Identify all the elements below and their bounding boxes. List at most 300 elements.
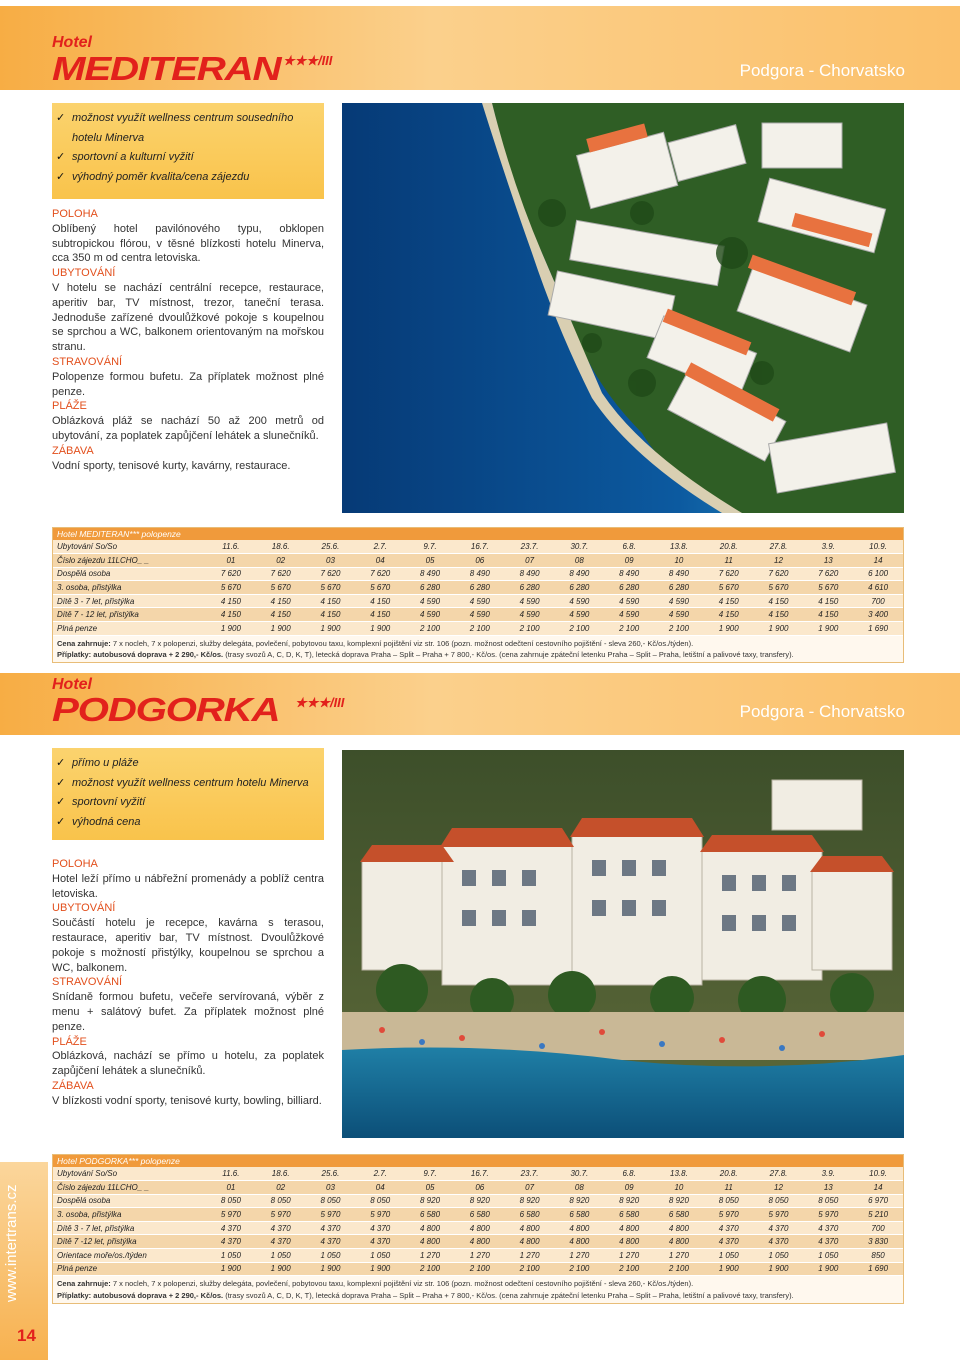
section-text: Polopenze formou bufetu. Za příplatek možnost plné penze. (52, 370, 324, 398)
hotel-photo-mediteran (342, 103, 904, 513)
table-cell: 5 670 (803, 581, 853, 595)
table-cell: 4 150 (256, 594, 306, 608)
table-cell: 10.9. (853, 1167, 903, 1181)
table-row (53, 608, 903, 622)
table-title: Hotel MEDITERAN*** polopenze (53, 528, 903, 540)
table-cell: 4 370 (206, 1235, 256, 1249)
table-cell: 1 900 (306, 622, 356, 636)
table-cell: 13.8. (654, 540, 704, 554)
table-cell: 8 050 (355, 1194, 405, 1208)
hotel-banner-mediteran (0, 6, 960, 90)
table-cell: 14 (853, 1181, 903, 1195)
table-cell: 4 150 (256, 608, 306, 622)
table-cell: 6 100 (853, 567, 903, 581)
table-cell: 5 670 (206, 581, 256, 595)
table-cell: 02 (256, 1181, 306, 1195)
table-cell: 8 920 (405, 1194, 455, 1208)
table-cell: 1 900 (355, 622, 405, 636)
aerial-photo (342, 103, 904, 513)
note-text: (trasy svozů A, C, D, K, T), letecká doprava Praha – Split – Praha + 7 800,- Kč/os. (cena zahrnuje zpáteční letenku Praha – Split – Praha, letištní a palivové taxy, transfery). (223, 1290, 794, 1300)
check-icon: ✓ (56, 757, 66, 769)
table-cell: 5 970 (803, 1208, 853, 1222)
table-cell: 4 150 (754, 594, 804, 608)
table-cell: 7 620 (754, 567, 804, 581)
table-cell: 6 280 (455, 581, 505, 595)
table-cell: 11.6. (206, 1167, 256, 1181)
table-cell: 27.8. (754, 1167, 804, 1181)
table-cell: 06 (455, 554, 505, 568)
row-label: Číslo zájezdu 11LCHO_ _ (53, 554, 206, 568)
check-icon: ✓ (56, 112, 66, 124)
table-cell: 4 590 (505, 594, 555, 608)
table-cell: 8 490 (405, 567, 455, 581)
section-text: Oblíbený hotel pavilónového typu, obklopen subtropickou flórou, v těsné blízkosti hotelu Minerva, cca 350 m od centra letoviska. (52, 222, 324, 265)
table-cell: 1 900 (206, 1262, 256, 1276)
feature-item: ✓ výhodná cena (56, 813, 324, 833)
table-cell: 2.7. (355, 540, 405, 554)
table-cell: 20.8. (704, 1167, 754, 1181)
table-cell: 1 900 (306, 1262, 356, 1276)
table-cell: 8 050 (206, 1194, 256, 1208)
table-cell: 1 900 (704, 1262, 754, 1276)
table-cell: 2 100 (604, 1262, 654, 1276)
check-icon: ✓ (56, 170, 66, 183)
table-row (53, 1194, 903, 1208)
table-cell: 16.7. (455, 540, 505, 554)
table-cell: 25.6. (306, 540, 356, 554)
table-cell: 4 590 (554, 608, 604, 622)
table-cell: 4 370 (256, 1221, 306, 1235)
table-cell: 6 580 (604, 1208, 654, 1222)
table-cell: 1 900 (754, 622, 804, 636)
table-cell: 4 370 (754, 1235, 804, 1249)
table-row (53, 1249, 903, 1263)
table-cell: 4 370 (355, 1235, 405, 1249)
table-cell: 1 270 (505, 1249, 555, 1263)
table-cell: 5 210 (853, 1208, 903, 1222)
table-cell: 6 580 (554, 1208, 604, 1222)
table-cell: 4 590 (554, 594, 604, 608)
table-cell: 4 590 (505, 608, 555, 622)
star-rating: ★★★/III (283, 53, 333, 68)
table-cell: 4 590 (455, 594, 505, 608)
table-cell: 10 (654, 1181, 704, 1195)
table-cell: 4 370 (754, 1221, 804, 1235)
price-notes (53, 1276, 903, 1303)
table-cell: 2 100 (405, 622, 455, 636)
price-table-podgorka (52, 1154, 904, 1304)
table-cell: 2 100 (505, 1262, 555, 1276)
check-icon: ✓ (56, 796, 66, 808)
table-cell: 4 370 (206, 1221, 256, 1235)
note-label: Cena zahrnuje: (57, 1279, 111, 1289)
features-box (52, 748, 324, 840)
table-cell: 4 590 (604, 608, 654, 622)
table-cell: 4 150 (704, 594, 754, 608)
table-cell: 08 (554, 554, 604, 568)
table-cell: 4 150 (306, 594, 356, 608)
table-cell: 1 900 (355, 1262, 405, 1276)
row-label: 3. osoba, přistýlka (53, 581, 206, 595)
table-cell: 5 670 (754, 581, 804, 595)
table-cell: 4 370 (704, 1235, 754, 1249)
row-label: Plná penze (53, 1262, 206, 1276)
row-label: Orientace moře/os./týden (53, 1249, 206, 1263)
table-row (53, 594, 903, 608)
table-cell: 4 370 (256, 1235, 306, 1249)
table-cell: 05 (405, 554, 455, 568)
feature-item: ✓ možnost využít wellness centrum sousedního hotelu Minerva (56, 109, 324, 148)
row-label: Plná penze (53, 622, 206, 636)
table-cell: 30.7. (554, 540, 604, 554)
table-cell: 3 400 (853, 608, 903, 622)
table-cell: 4 150 (803, 594, 853, 608)
note-text: (trasy svozů A, C, D, K, T), letecká doprava Praha – Split – Praha + 7 800,- Kč/os. (cena zahrnuje zpáteční letenku Praha – Split – Praha, letištní a palivové taxy, transfery). (223, 649, 794, 659)
table-cell: 8 490 (554, 567, 604, 581)
table-cell: 10.9. (853, 540, 903, 554)
description (52, 857, 324, 1109)
table-cell: 5 970 (355, 1208, 405, 1222)
table-cell: 5 970 (306, 1208, 356, 1222)
table-cell: 700 (853, 1221, 903, 1235)
table-cell: 12 (754, 554, 804, 568)
price-grid (53, 540, 903, 636)
star-rating: ★★★/III (295, 695, 345, 710)
table-cell: 6 580 (654, 1208, 704, 1222)
table-row (53, 1262, 903, 1276)
row-label: Dítě 3 - 7 let, přistýlka (53, 1221, 206, 1235)
table-cell: 6 970 (853, 1194, 903, 1208)
table-cell: 4 150 (754, 608, 804, 622)
table-cell: 11.6. (206, 540, 256, 554)
table-cell: 1 270 (455, 1249, 505, 1263)
table-cell: 6.8. (604, 540, 654, 554)
table-cell: 850 (853, 1249, 903, 1263)
table-cell: 1 900 (803, 622, 853, 636)
table-cell: 3.9. (803, 540, 853, 554)
table-cell: 8 920 (654, 1194, 704, 1208)
section-heading: POLOHA (52, 858, 98, 870)
table-cell: 4 370 (355, 1221, 405, 1235)
table-cell: 6 580 (455, 1208, 505, 1222)
check-icon: ✓ (56, 815, 66, 828)
table-cell: 6 280 (604, 581, 654, 595)
table-cell: 4 800 (554, 1221, 604, 1235)
features-box (52, 103, 324, 199)
table-row (53, 1167, 903, 1181)
table-cell: 5 970 (256, 1208, 306, 1222)
hotel-banner-podgorka (0, 673, 960, 735)
table-cell: 4 800 (554, 1235, 604, 1249)
table-cell: 13 (803, 554, 853, 568)
table-cell: 6 280 (505, 581, 555, 595)
table-cell: 9.7. (405, 1167, 455, 1181)
table-cell: 4 150 (355, 608, 405, 622)
table-cell: 8 050 (306, 1194, 356, 1208)
table-cell: 4 590 (654, 608, 704, 622)
feature-item: ✓ sportovní a kulturní vyžití (56, 148, 324, 168)
table-cell: 18.6. (256, 1167, 306, 1181)
table-cell: 8 490 (455, 567, 505, 581)
check-icon: ✓ (56, 151, 66, 163)
table-cell: 7 620 (256, 567, 306, 581)
table-cell: 4 590 (455, 608, 505, 622)
table-cell: 18.6. (256, 540, 306, 554)
section-heading: ZÁBAVA (52, 1079, 94, 1092)
feature-item: ✓ možnost využít wellness centrum hotelu Minerva (56, 774, 324, 794)
table-cell: 01 (206, 554, 256, 568)
destination: Podgora - Chorvatsko (739, 702, 905, 721)
table-cell: 1 270 (604, 1249, 654, 1263)
table-cell: 1 900 (206, 622, 256, 636)
table-cell: 4 590 (405, 594, 455, 608)
table-cell: 08 (554, 1181, 604, 1195)
row-label: Číslo zájezdu 11LCHO_ _ (53, 1181, 206, 1195)
table-cell: 1 270 (554, 1249, 604, 1263)
table-cell: 4 590 (405, 608, 455, 622)
section-text: Oblázková, nachází se přímo u hotelu, za poplatek zapůjčení lehátek a slunečníků. (52, 1050, 324, 1078)
table-cell: 4 150 (355, 594, 405, 608)
table-cell: 6 580 (505, 1208, 555, 1222)
table-cell: 5 670 (704, 581, 754, 595)
table-cell: 2 100 (455, 622, 505, 636)
table-cell: 8 050 (803, 1194, 853, 1208)
table-cell: 5 970 (704, 1208, 754, 1222)
destination: Podgora - Chorvatsko (739, 61, 905, 80)
section-heading: UBYTOVÁNÍ (52, 902, 116, 915)
note-label: Příplatky: (57, 1290, 92, 1300)
table-cell: 1 690 (853, 1262, 903, 1276)
table-cell: 6 580 (405, 1208, 455, 1222)
table-cell: 4 370 (704, 1221, 754, 1235)
table-row (53, 1221, 903, 1235)
table-row (53, 1181, 903, 1195)
table-cell: 1 050 (256, 1249, 306, 1263)
table-cell: 2 100 (654, 1262, 704, 1276)
table-cell: 4 800 (654, 1235, 704, 1249)
note-label: Cena zahrnuje: (57, 638, 111, 648)
table-cell: 6 280 (405, 581, 455, 595)
section-heading: STRAVOVÁNÍ (52, 976, 123, 989)
table-cell: 06 (455, 1181, 505, 1195)
table-cell: 4 150 (704, 608, 754, 622)
section-heading: UBYTOVÁNÍ (52, 267, 116, 280)
table-cell: 1 050 (355, 1249, 405, 1263)
table-cell: 4 800 (455, 1235, 505, 1249)
table-cell: 03 (306, 1181, 356, 1195)
table-cell: 1 050 (704, 1249, 754, 1263)
note-label: Příplatky: (57, 649, 92, 659)
table-cell: 16.7. (455, 1167, 505, 1181)
table-cell: 7 620 (206, 567, 256, 581)
section-text: Vodní sporty, tenisové kurty, kavárny, restaurace. (52, 459, 291, 472)
table-cell: 11 (704, 1181, 754, 1195)
table-cell: 6 280 (654, 581, 704, 595)
table-row (53, 540, 903, 554)
table-cell: 4 800 (505, 1221, 555, 1235)
table-row (53, 581, 903, 595)
note-text-bold: autobusová doprava + 2 290,- Kč/os. (91, 1290, 224, 1300)
feature-item: ✓ výhodný poměr kvalita/cena zájezdu (56, 168, 324, 188)
table-cell: 8 490 (654, 567, 704, 581)
table-cell: 30.7. (554, 1167, 604, 1181)
table-cell: 6 280 (554, 581, 604, 595)
note-text: 7 x nocleh, 7 x polopenzi, služby delegáta, povlečení, pobytovou taxu, komplexní pojištění viz str. 106 (pozn. možnost odečtení cestovního pojištění - sleva 260,- Kč/os./týden). (110, 1279, 694, 1289)
price-table-mediteran (52, 527, 904, 663)
table-cell: 12 (754, 1181, 804, 1195)
table-cell: 13 (803, 1181, 853, 1195)
table-cell: 4 150 (206, 594, 256, 608)
beach-photo (342, 750, 904, 1138)
table-cell: 2 100 (554, 1262, 604, 1276)
table-cell: 4 370 (803, 1235, 853, 1249)
description (52, 207, 324, 473)
table-cell: 5 670 (355, 581, 405, 595)
table-cell: 04 (355, 554, 405, 568)
table-cell: 1 050 (754, 1249, 804, 1263)
table-cell: 2 100 (604, 622, 654, 636)
table-cell: 1 690 (853, 622, 903, 636)
table-cell: 4 800 (455, 1221, 505, 1235)
table-cell: 4 610 (853, 581, 903, 595)
check-icon: ✓ (56, 776, 66, 789)
table-cell: 04 (355, 1181, 405, 1195)
table-cell: 4 370 (306, 1235, 356, 1249)
table-cell: 2 100 (554, 622, 604, 636)
table-cell: 5 670 (306, 581, 356, 595)
feature-item: ✓ přímo u pláže (56, 754, 324, 774)
hotel-label: Hotel (52, 34, 92, 51)
table-cell: 1 050 (206, 1249, 256, 1263)
table-cell: 7 620 (803, 567, 853, 581)
table-cell: 4 800 (405, 1221, 455, 1235)
section-text: Hotel leží přímo u nábřežní promenády a poblíž centra letoviska. (52, 872, 324, 900)
section-heading: PLÁŽE (52, 400, 87, 413)
table-cell: 02 (256, 554, 306, 568)
table-cell: 6.8. (604, 1167, 654, 1181)
table-row (53, 1208, 903, 1222)
hotel-name: MEDITERAN (52, 50, 281, 87)
table-cell: 8 920 (505, 1194, 555, 1208)
table-row (53, 1235, 903, 1249)
table-cell: 1 900 (754, 1262, 804, 1276)
table-cell: 07 (505, 554, 555, 568)
table-row (53, 622, 903, 636)
table-cell: 23.7. (505, 1167, 555, 1181)
table-cell: 5 970 (206, 1208, 256, 1222)
table-cell: 8 050 (754, 1194, 804, 1208)
row-label: Dospělá osoba (53, 1194, 206, 1208)
section-text: Oblázková pláž se nachází 50 až 200 metrů od ubytování, za poplatek zapůjčení lehátek a slunečníků. (52, 415, 324, 442)
table-cell: 03 (306, 554, 356, 568)
row-label: 3. osoba, přistýlka (53, 1208, 206, 1222)
table-cell: 1 270 (405, 1249, 455, 1263)
table-cell: 4 370 (306, 1221, 356, 1235)
table-cell: 20.8. (704, 540, 754, 554)
table-cell: 1 900 (256, 1262, 306, 1276)
table-cell: 2 100 (654, 622, 704, 636)
price-grid (53, 1167, 903, 1276)
website-link[interactable]: www.intertrans.cz (3, 1184, 20, 1302)
table-row (53, 554, 903, 568)
table-cell: 9.7. (405, 540, 455, 554)
section-text: Součástí hotelu je recepce, kavárna s terasou, restaurace, aperitiv bar, TV místnost. Dvoulůžkové pokoje s možností přistýlky, koupelnou se sprchou a WC, balkonem. (52, 917, 324, 974)
section-heading: STRAVOVÁNÍ (52, 355, 123, 368)
row-label: Dítě 7 -12 let, přistýlka (53, 1235, 206, 1249)
table-cell: 2 100 (455, 1262, 505, 1276)
page-number: 14 (17, 1326, 36, 1345)
table-cell: 14 (853, 554, 903, 568)
table-cell: 4 590 (604, 594, 654, 608)
table-cell: 8 920 (554, 1194, 604, 1208)
table-cell: 8 050 (704, 1194, 754, 1208)
table-cell: 8 490 (505, 567, 555, 581)
table-cell: 7 620 (306, 567, 356, 581)
section-text: V hotelu se nachází centrální recepce, restaurace, aperitiv bar, TV místnost, trezor, taneční terasa. Jednoduše zařízené dvoulůžkové pokoje s koupelnou se sprchou a WC, balkonem orientovaným na mořskou stranu. (52, 281, 324, 354)
feature-item: ✓ sportovní vyžití (56, 793, 324, 813)
table-row (53, 567, 903, 581)
row-label: Dítě 3 - 7 let, přistýlka (53, 594, 206, 608)
table-cell: 1 050 (306, 1249, 356, 1263)
table-cell: 01 (206, 1181, 256, 1195)
hotel-name: PODGORKA (52, 691, 280, 728)
section-text: V blízkosti vodní sporty, tenisové kurty, bowling, billiard. (52, 1094, 322, 1107)
row-label: Ubytování So/So (53, 1167, 206, 1181)
table-cell: 1 900 (803, 1262, 853, 1276)
table-cell: 13.8. (654, 1167, 704, 1181)
table-cell: 09 (604, 1181, 654, 1195)
table-cell: 1 270 (654, 1249, 704, 1263)
section-heading: ZÁBAVA (52, 444, 94, 457)
table-cell: 09 (604, 554, 654, 568)
table-cell: 4 800 (654, 1221, 704, 1235)
section-heading: PLÁŽE (52, 1035, 87, 1048)
table-cell: 2 100 (505, 622, 555, 636)
table-cell: 4 150 (306, 608, 356, 622)
table-cell: 4 800 (604, 1221, 654, 1235)
hotel-label: Hotel (52, 676, 92, 693)
table-cell: 7 620 (355, 567, 405, 581)
hotel-photo-podgorka (342, 750, 904, 1138)
table-cell: 11 (704, 554, 754, 568)
table-cell: 4 800 (505, 1235, 555, 1249)
table-cell: 8 050 (256, 1194, 306, 1208)
table-cell: 23.7. (505, 540, 555, 554)
table-cell: 8 490 (604, 567, 654, 581)
table-cell: 2.7. (355, 1167, 405, 1181)
note-text-bold: autobusová doprava + 2 290,- Kč/os. (91, 649, 224, 659)
table-cell: 3.9. (803, 1167, 853, 1181)
table-cell: 27.8. (754, 540, 804, 554)
page-sidebar (0, 1162, 48, 1360)
table-cell: 2 100 (405, 1262, 455, 1276)
table-cell: 5 970 (754, 1208, 804, 1222)
table-title: Hotel PODGORKA*** polopenze (53, 1155, 903, 1167)
table-cell: 4 800 (405, 1235, 455, 1249)
table-cell: 4 150 (803, 608, 853, 622)
table-cell: 1 050 (803, 1249, 853, 1263)
row-label: Ubytování So/So (53, 540, 206, 554)
table-cell: 4 590 (654, 594, 704, 608)
table-cell: 07 (505, 1181, 555, 1195)
section-text: Snídaně formou bufetu, večeře servírovaná, výběr z menu + salátový bufet. Za příplatek možnost plné penze. (52, 991, 324, 1033)
row-label: Dítě 7 - 12 let, přistýlka (53, 608, 206, 622)
table-cell: 05 (405, 1181, 455, 1195)
table-cell: 8 920 (604, 1194, 654, 1208)
table-cell: 4 800 (604, 1235, 654, 1249)
table-cell: 1 900 (704, 622, 754, 636)
table-cell: 25.6. (306, 1167, 356, 1181)
